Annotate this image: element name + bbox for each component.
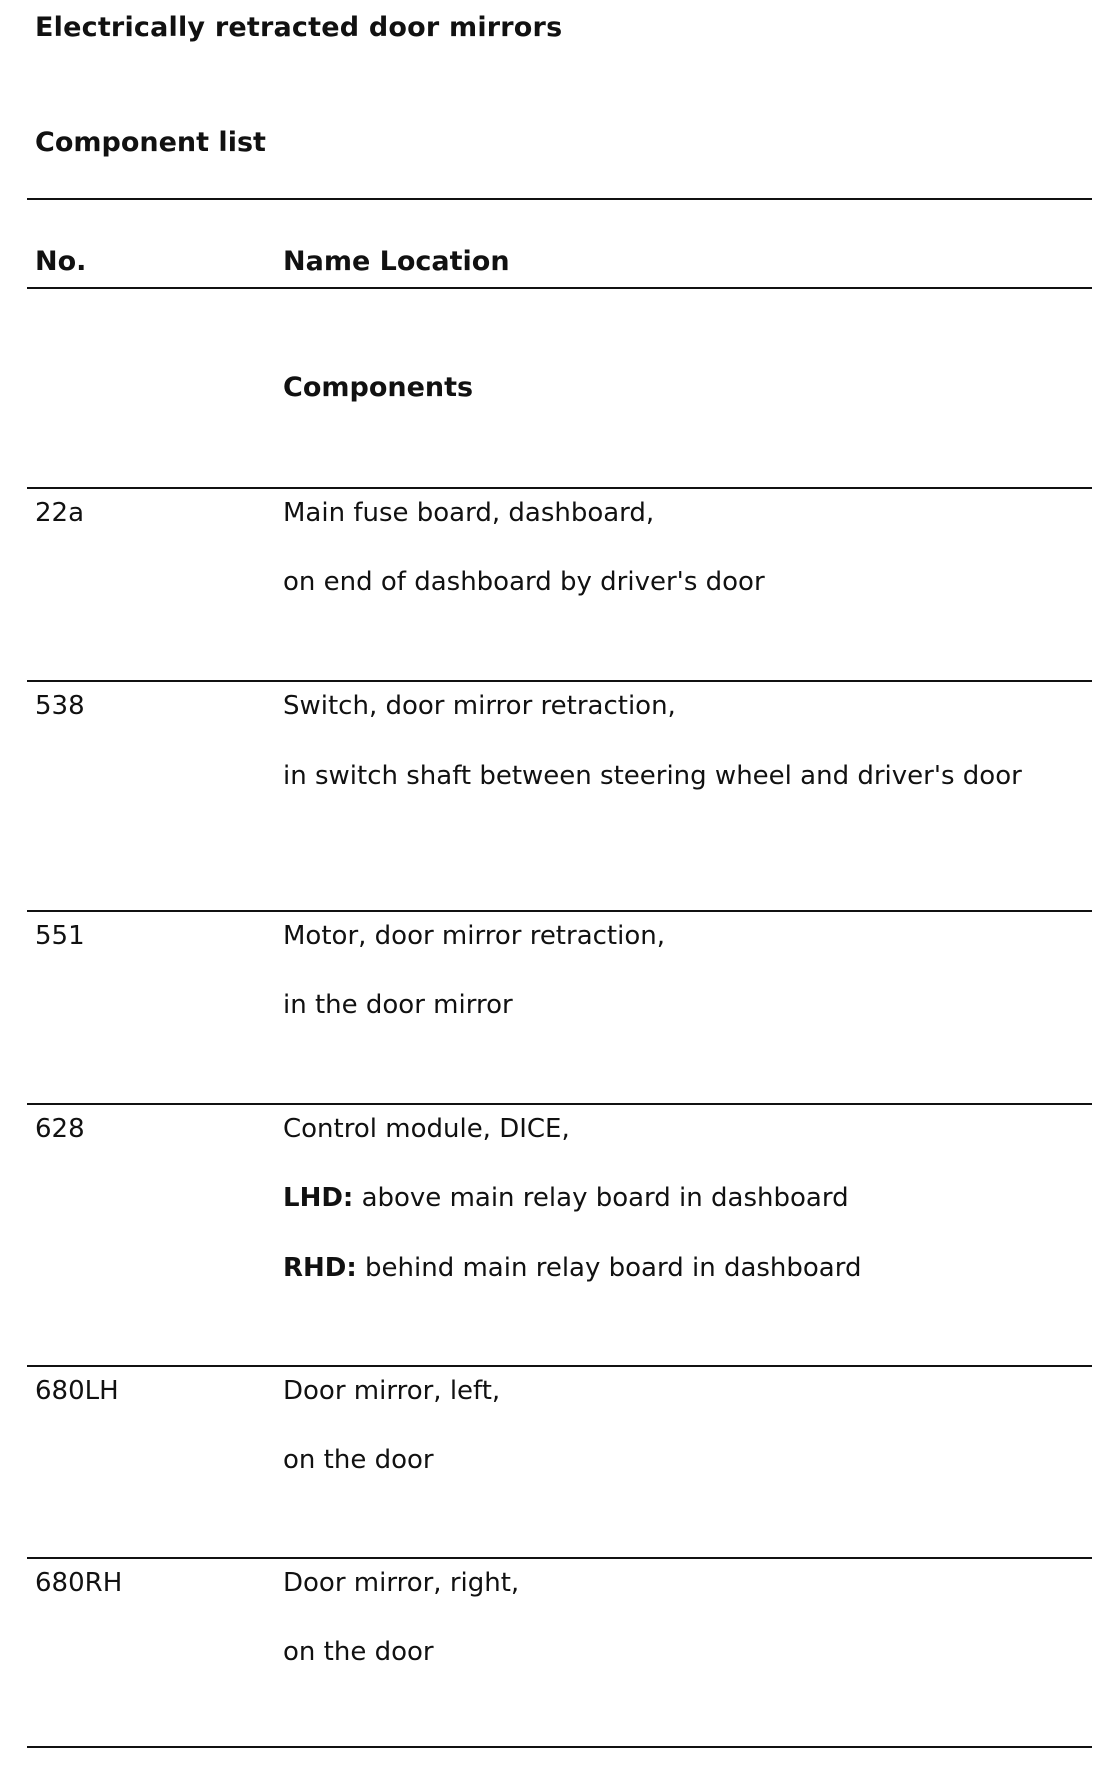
- rhd-label: RHD:: [283, 1253, 357, 1283]
- row-no: 628: [35, 1114, 85, 1144]
- row-location-rhd: [283, 1253, 861, 1283]
- group-label: Components: [283, 372, 474, 403]
- header-no: No.: [35, 246, 87, 277]
- row-location: on end of dashboard by driver's door: [283, 567, 765, 597]
- row-location: in switch shaft between steering wheel and driver's door: [283, 761, 1022, 791]
- table-divider: [27, 487, 1092, 489]
- table-divider: [27, 198, 1092, 200]
- table-divider: [27, 1103, 1092, 1105]
- table-divider: [27, 910, 1092, 912]
- row-no: 22a: [35, 498, 85, 528]
- table-divider: [27, 1746, 1092, 1748]
- row-name: Switch, door mirror retraction,: [283, 691, 676, 721]
- section-title: Component list: [35, 127, 266, 158]
- row-location-lhd: [283, 1183, 849, 1213]
- row-no: 680LH: [35, 1376, 119, 1406]
- row-no: 551: [35, 921, 85, 951]
- rhd-location: behind main relay board in dashboard: [356, 1253, 862, 1283]
- row-name: Door mirror, right,: [283, 1568, 520, 1598]
- row-no: 538: [35, 691, 85, 721]
- row-location: in the door mirror: [283, 990, 513, 1020]
- table-divider: [27, 1365, 1092, 1367]
- table-divider: [27, 680, 1092, 682]
- row-name: Motor, door mirror retraction,: [283, 921, 665, 951]
- lhd-label: LHD:: [283, 1183, 354, 1213]
- row-name: Door mirror, left,: [283, 1376, 501, 1406]
- header-name-location: Name Location: [283, 246, 510, 277]
- row-no: 680RH: [35, 1568, 123, 1598]
- row-name: Control module, DICE,: [283, 1114, 570, 1144]
- row-location: on the door: [283, 1637, 434, 1667]
- table-divider: [27, 287, 1092, 289]
- row-location: on the door: [283, 1445, 434, 1475]
- lhd-location: above main relay board in dashboard: [353, 1183, 849, 1213]
- table-divider: [27, 1557, 1092, 1559]
- page-title: Electrically retracted door mirrors: [35, 12, 563, 43]
- row-name: Main fuse board, dashboard,: [283, 498, 655, 528]
